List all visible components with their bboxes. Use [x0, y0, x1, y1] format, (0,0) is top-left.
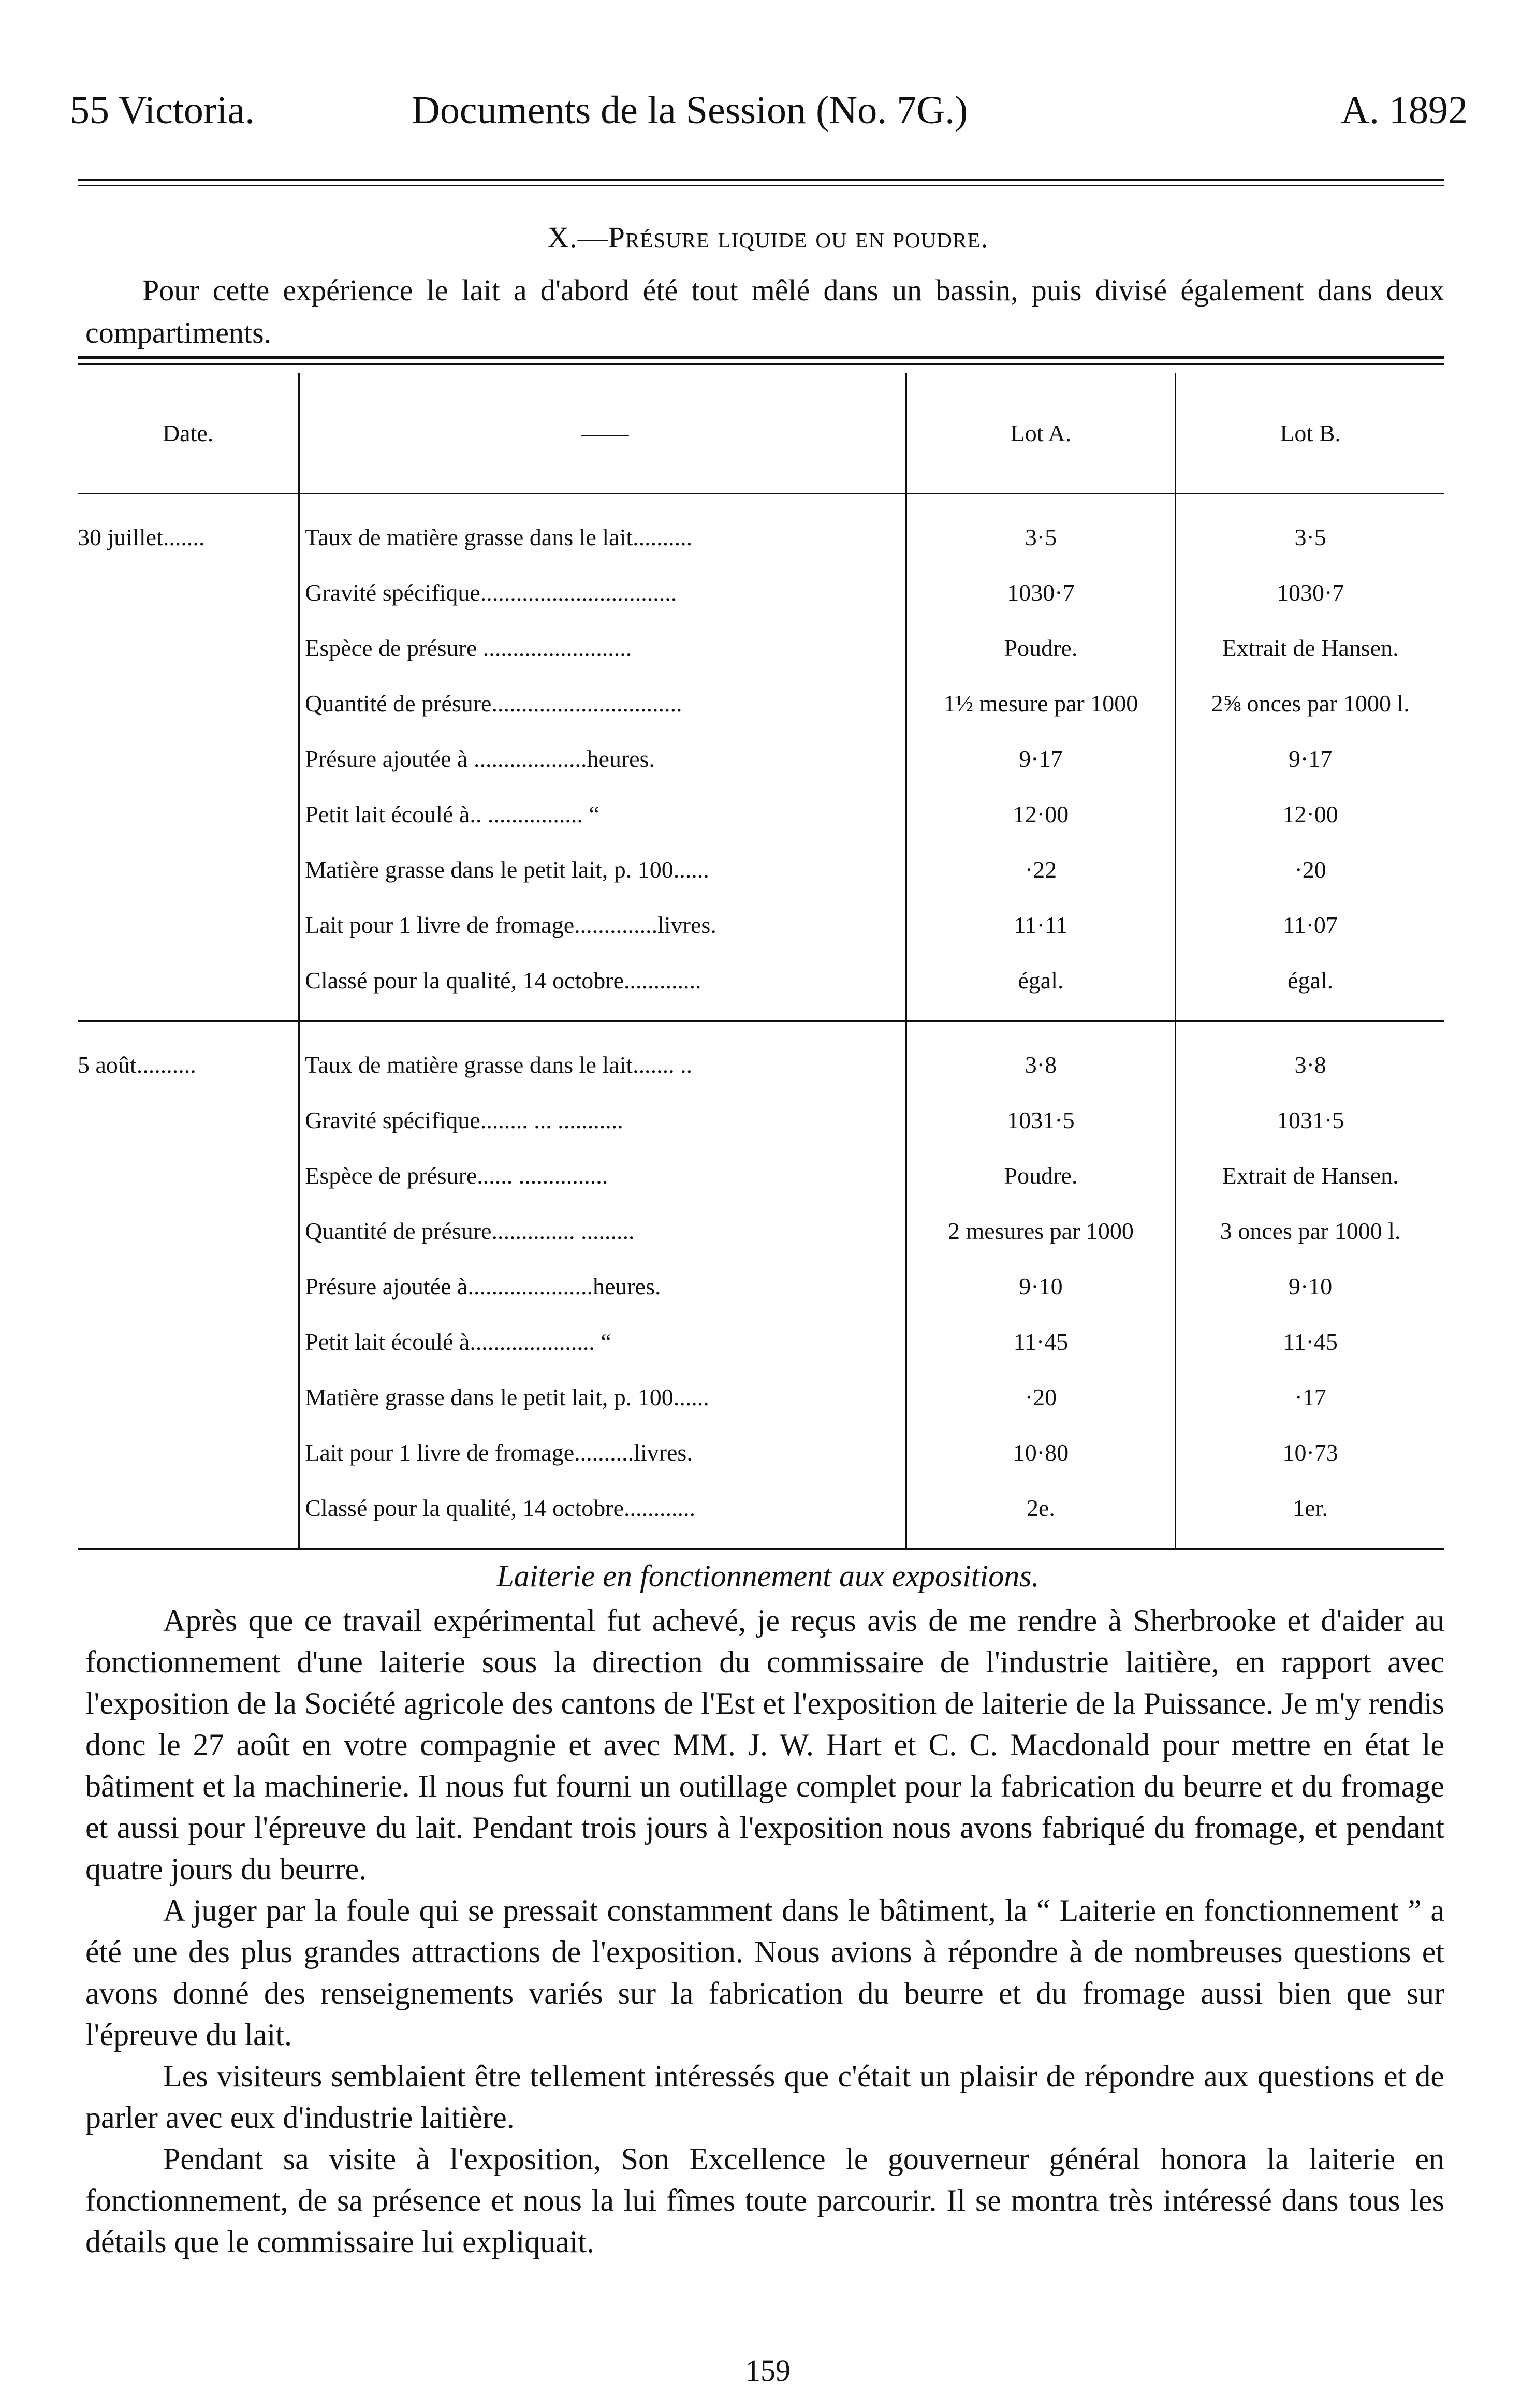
section-title-text: Présure liquide ou en poudre.	[608, 221, 989, 254]
results-table	[78, 373, 1444, 1550]
lot-b-value: 1031·5	[1176, 1092, 1444, 1148]
table-row	[78, 1314, 1444, 1369]
lot-a-value: 10·80	[906, 1425, 1176, 1480]
paragraph: Pendant sa visite à l'exposition, Son Excellence le gouverneur général honora la laiterie en fonctionnement, de sa présence et nous la lui fîmes toute parcourir. Il se montra très intéressé dans tous les détails que le commissaire lui expliquait.	[85, 2142, 1444, 2259]
lot-b-value: 9·17	[1176, 731, 1444, 786]
lot-b-value: 2⅝ onces par 1000 l.	[1176, 676, 1444, 731]
lot-a-value: 9·10	[906, 1259, 1176, 1314]
date-cell-empty	[78, 786, 299, 842]
lot-a-value: 11·45	[906, 1314, 1176, 1369]
header-description: ——	[299, 373, 906, 494]
row-label: Présure ajoutée à ...................heures.	[299, 731, 906, 786]
row-label: Quantité de présure.............. .........	[299, 1203, 906, 1259]
table-row	[78, 1092, 1444, 1148]
lot-b-value: 11·45	[1176, 1314, 1444, 1369]
table-row	[78, 1425, 1444, 1480]
table-row	[78, 565, 1444, 620]
date-cell-empty	[78, 731, 299, 786]
row-label: Petit lait écoulé à.. ................ “	[299, 786, 906, 842]
table-row	[78, 676, 1444, 731]
row-label: Matière grasse dans le petit lait, p. 100......	[299, 1369, 906, 1425]
lot-b-value: Extrait de Hansen.	[1176, 620, 1444, 676]
table-rule-thick	[78, 356, 1444, 359]
table-row	[78, 1021, 1444, 1093]
lot-a-value: 1½ mesure par 1000	[906, 676, 1176, 731]
lot-a-value: Poudre.	[906, 1148, 1176, 1203]
table-row	[78, 1148, 1444, 1203]
date-cell: 30 juillet.......	[78, 524, 205, 550]
date-cell-empty	[78, 1314, 299, 1369]
date-cell-empty	[78, 1203, 299, 1259]
lot-b-value: 10·73	[1176, 1425, 1444, 1480]
lot-a-value: 1031·5	[906, 1092, 1176, 1148]
table-row	[78, 620, 1444, 676]
running-header	[70, 78, 1468, 145]
lot-b-value: ·17	[1176, 1369, 1444, 1425]
table-rule-thin	[78, 363, 1444, 365]
intro-paragraph: Pour cette expérience le lait a d'abord été tout mêlé dans un bassin, puis divisé également dans deux compartiments.	[85, 273, 1444, 349]
date-cell-empty	[78, 1425, 299, 1480]
lot-b-value: 12·00	[1176, 786, 1444, 842]
row-label: Gravité spécifique.................................	[299, 565, 906, 620]
section-number: X.—	[547, 221, 608, 254]
header-date: Date.	[78, 373, 299, 494]
table-row	[78, 731, 1444, 786]
date-cell-empty	[78, 1259, 299, 1314]
row-label: Lait pour 1 livre de fromage..........livres.	[299, 1425, 906, 1480]
date-cell-empty	[78, 565, 299, 620]
date-cell-empty	[78, 1148, 299, 1203]
lot-b-value: 1030·7	[1176, 565, 1444, 620]
paragraph: A juger par la foule qui se pressait constamment dans le bâtiment, la “ Laiterie en fonctionnement ” a été une des plus grandes attractions de l'exposition. Nous avions à répondre à de nombreuses questions et avons donné des renseignements variés sur la fabrication du beurre et du fromage aussi bien que sur l'épreuve du lait.	[85, 1893, 1444, 2052]
row-label: Espèce de présure...... ...............	[299, 1148, 906, 1203]
row-label: Classé pour la qualité, 14 octobre.............	[299, 953, 906, 1021]
table-row	[78, 494, 1444, 565]
lot-a-value: 2e.	[906, 1480, 1176, 1549]
date-cell-empty	[78, 676, 299, 731]
lot-b-value: égal.	[1176, 953, 1444, 1021]
header-rule-top	[78, 179, 1444, 181]
lot-a-value: 12·00	[906, 786, 1176, 842]
table-row	[78, 1480, 1444, 1549]
lot-b-value: 11·07	[1176, 897, 1444, 953]
header-document-title: Documents de la Session (No. 7G.)	[412, 89, 968, 132]
row-label: Petit lait écoulé à..................... “	[299, 1314, 906, 1369]
lot-a-value: 9·17	[906, 731, 1176, 786]
lot-a-value: 3·8	[906, 1021, 1176, 1093]
header-session-year: 55 Victoria.	[70, 89, 255, 132]
row-label: Lait pour 1 livre de fromage..............livres.	[299, 897, 906, 953]
date-cell: 5 août..........	[78, 1052, 196, 1078]
subheading: Laiterie en fonctionnement aux expositions.	[496, 1559, 1040, 1593]
header-lot-b: Lot B.	[1176, 373, 1444, 494]
date-cell-empty	[78, 1369, 299, 1425]
table-row	[78, 1369, 1444, 1425]
lot-a-value: 1030·7	[906, 565, 1176, 620]
lot-a-value: ·22	[906, 842, 1176, 897]
lot-b-value: 3 onces par 1000 l.	[1176, 1203, 1444, 1259]
date-cell-empty	[78, 953, 299, 1021]
lot-b-value: 1er.	[1176, 1480, 1444, 1549]
table-row	[78, 897, 1444, 953]
header-lot-a: Lot A.	[906, 373, 1176, 494]
date-cell-empty	[78, 1092, 299, 1148]
date-cell-empty	[78, 1480, 299, 1549]
date-cell-empty	[78, 842, 299, 897]
table-row	[78, 1203, 1444, 1259]
lot-a-value: 11·11	[906, 897, 1176, 953]
lot-a-value: Poudre.	[906, 620, 1176, 676]
lot-b-value: 3·5	[1176, 494, 1444, 565]
row-label: Classé pour la qualité, 14 octobre............	[299, 1480, 906, 1549]
table-row	[78, 786, 1444, 842]
lot-b-value: Extrait de Hansen.	[1176, 1148, 1444, 1203]
lot-b-value: ·20	[1176, 842, 1444, 897]
header-rule-bottom	[78, 185, 1444, 186]
page-number: 159	[745, 2354, 791, 2387]
table-row	[78, 842, 1444, 897]
table-row	[78, 953, 1444, 1021]
row-label: Présure ajoutée à.....................heures.	[299, 1259, 906, 1314]
body-text	[85, 1600, 1444, 2263]
lot-b-value: 3·8	[1176, 1021, 1444, 1093]
header-year: A. 1892	[1341, 89, 1468, 132]
lot-a-value: 2 mesures par 1000	[906, 1203, 1176, 1259]
lot-b-value: 9·10	[1176, 1259, 1444, 1314]
row-label: Matière grasse dans le petit lait, p. 100......	[299, 842, 906, 897]
date-cell-empty	[78, 897, 299, 953]
row-label: Espèce de présure .........................	[299, 620, 906, 676]
paragraph: Les visiteurs semblaient être tellement intéressés que c'était un plaisir de répondre aux questions et de parler avec eux d'industrie laitière.	[85, 2059, 1444, 2135]
lot-a-value: ·20	[906, 1369, 1176, 1425]
row-label: Taux de matière grasse dans le lait....... ..	[299, 1021, 906, 1093]
lot-a-value: 3·5	[906, 494, 1176, 565]
row-label: Quantité de présure................................	[299, 676, 906, 731]
row-label: Gravité spécifique........ ... ...........	[299, 1092, 906, 1148]
lot-a-value: égal.	[906, 953, 1176, 1021]
table-header-row	[78, 373, 1444, 494]
paragraph: Après que ce travail expérimental fut achevé, je reçus avis de me rendre à Sherbrooke et d'aider au fonctionnement d'une laiterie sous la direction du commissaire de l'industrie laitière, en rapport avec l'exposition de la Société agricole des cantons de l'Est et l'exposition de laiterie de la Puissance. Je m'y rendis donc le 27 août en votre compagnie et avec MM. J. W. Hart et C. C. Macdonald pour mettre en état le bâtiment et la machinerie. Il nous fut fourni un outillage complet pour la fabrication du beurre et du fromage et aussi pour l'épreuve du lait. Pendant trois jours à l'exposition nous avons fabriqué du fromage, et pendant quatre jours du beurre.	[85, 1603, 1444, 1886]
date-cell-empty	[78, 620, 299, 676]
row-label: Taux de matière grasse dans le lait..........	[299, 494, 906, 565]
section-title	[0, 220, 1536, 255]
table-row	[78, 1259, 1444, 1314]
